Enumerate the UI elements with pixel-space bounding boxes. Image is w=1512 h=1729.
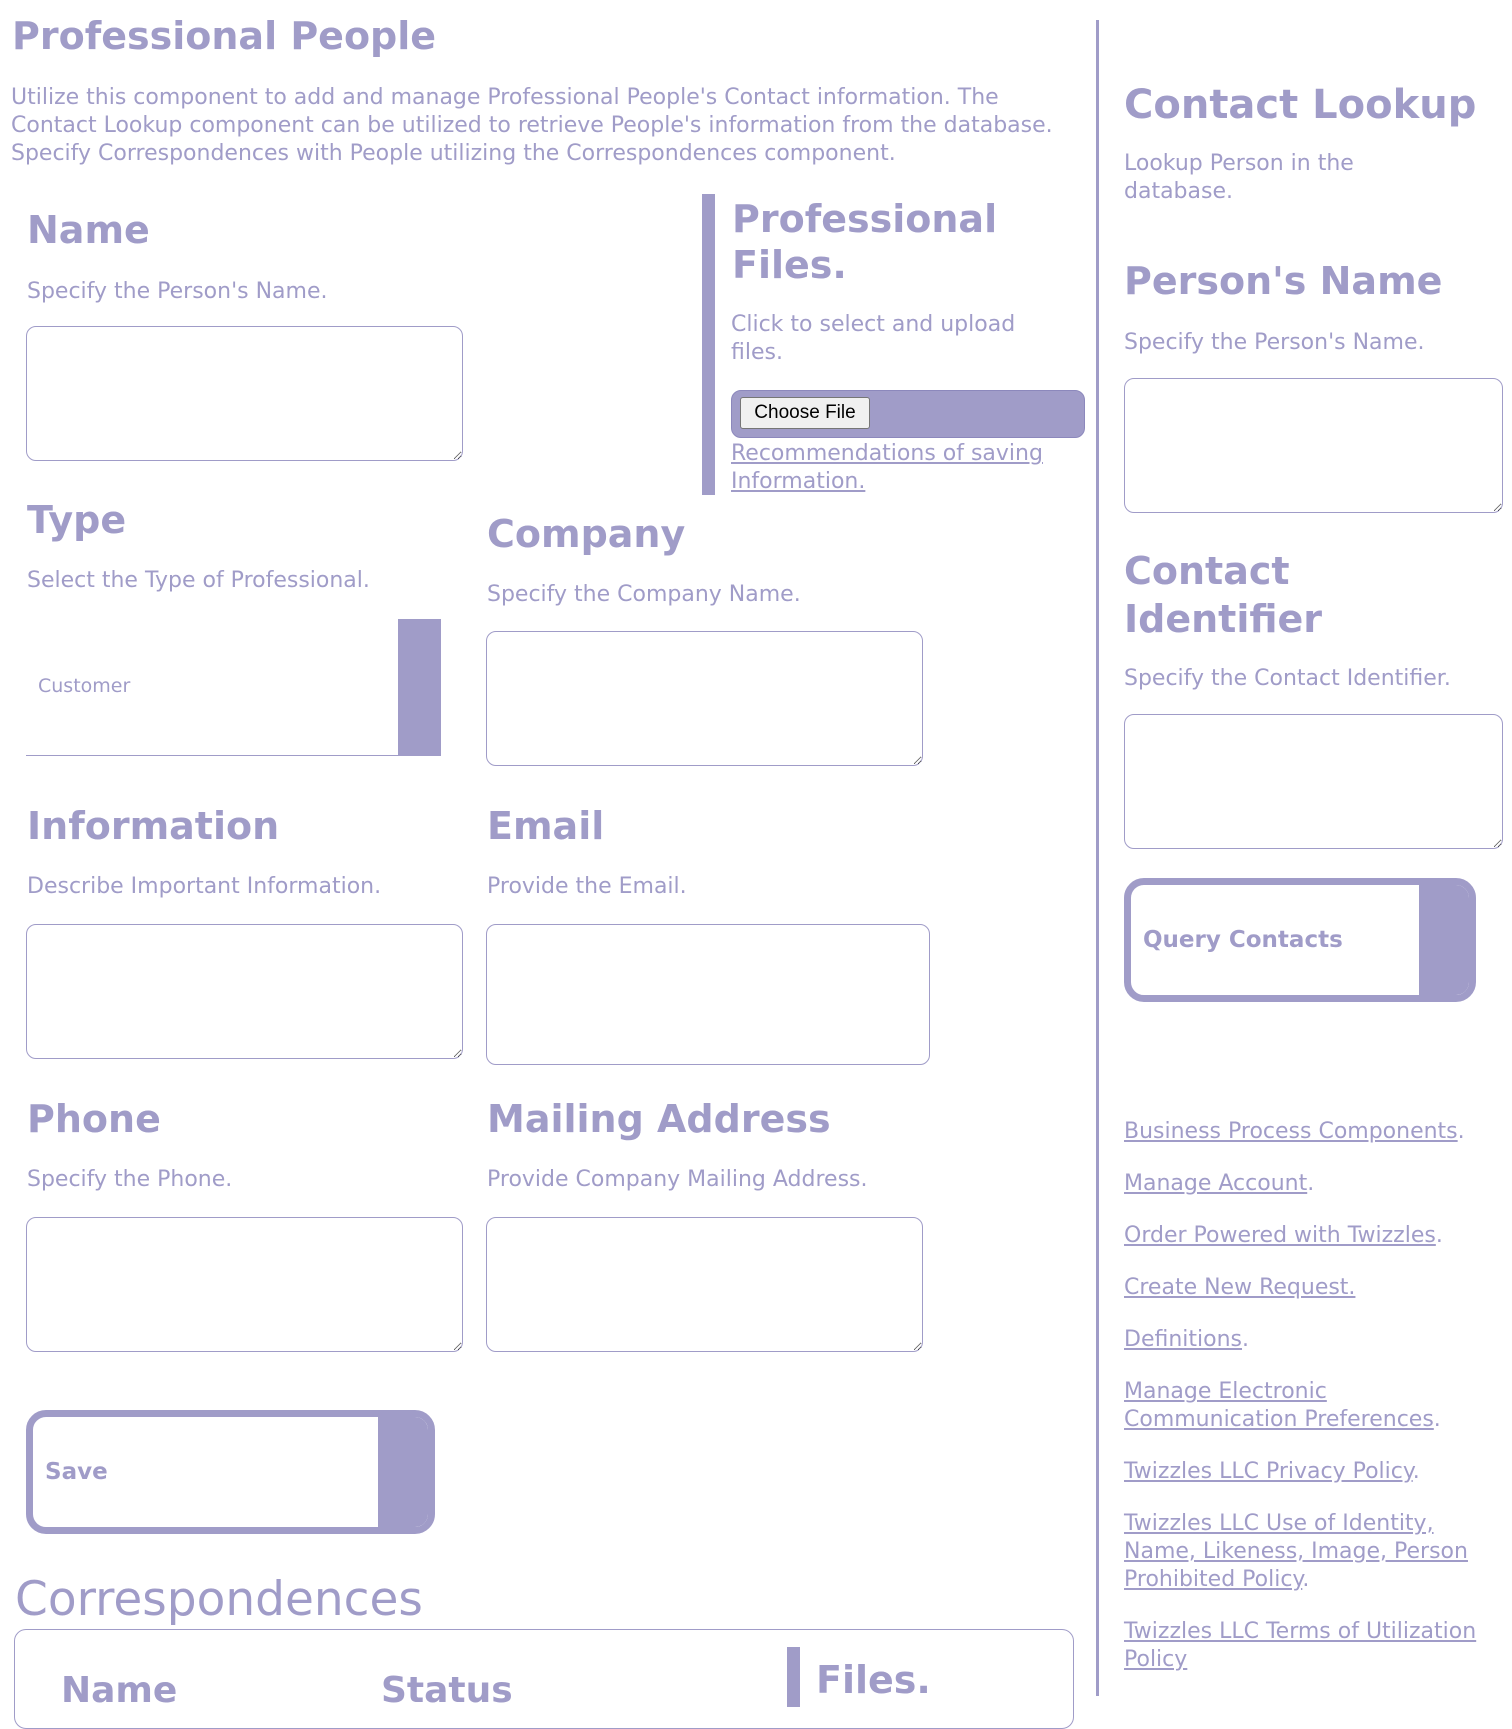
name-input[interactable] <box>26 326 463 461</box>
link-suffix: . <box>1433 1407 1441 1432</box>
type-select[interactable] <box>26 619 441 756</box>
link-business-process-components[interactable]: Business Process Components <box>1124 1119 1458 1144</box>
footer-link-row <box>1124 1170 1494 1198</box>
footer-link-row <box>1124 1274 1494 1302</box>
email-desc: Provide the Email. <box>487 874 687 899</box>
company-desc: Specify the Company Name. <box>487 582 801 607</box>
name-desc: Specify the Person's Name. <box>27 279 328 304</box>
link-privacy-policy[interactable]: Twizzles LLC Privacy Policy <box>1124 1459 1413 1484</box>
link-order-powered[interactable]: Order Powered with Twizzles <box>1124 1223 1436 1248</box>
save-button-label: Save <box>45 1459 108 1485</box>
correspondences-col-name: Name <box>61 1670 178 1711</box>
recommendations-link[interactable]: Recommendations of saving Information. <box>731 441 1043 494</box>
link-suffix: . <box>1457 1119 1465 1144</box>
mailing-desc: Provide Company Mailing Address. <box>487 1167 868 1192</box>
link-suffix: . <box>1302 1567 1310 1592</box>
person-name-title: Person's Name <box>1124 259 1443 303</box>
name-title: Name <box>27 208 150 252</box>
phone-desc: Specify the Phone. <box>27 1167 233 1192</box>
type-desc: Select the Type of Professional. <box>27 568 370 593</box>
column-divider <box>1096 20 1099 1696</box>
phone-input[interactable] <box>26 1217 463 1352</box>
link-identity-policy[interactable]: Twizzles LLC Use of Identity, Name, Likeness, Image, Person Prohibited Policy <box>1124 1511 1468 1592</box>
footer-links <box>1124 1118 1494 1698</box>
link-create-new-request[interactable]: Create New Request. <box>1124 1275 1356 1300</box>
file-upload-input[interactable] <box>731 390 1085 438</box>
save-button[interactable] <box>26 1410 435 1534</box>
choose-file-button[interactable]: Choose File <box>740 397 870 429</box>
page-intro: Utilize this component to add and manage Professional People's Contact information. The Contact Lookup component can be utilized to retrieve People's information from the database. Specify Correspondences with People utilizing the Correspondences component. <box>11 85 1053 166</box>
type-select-value: Customer <box>38 675 131 697</box>
link-definitions[interactable]: Definitions <box>1124 1327 1242 1352</box>
company-title: Company <box>487 512 686 556</box>
person-name-input[interactable] <box>1124 378 1503 513</box>
correspondences-title: Correspondences <box>15 1572 423 1627</box>
link-terms-policy[interactable]: Twizzles LLC Terms of Utilization Policy <box>1124 1619 1477 1672</box>
lookup-desc: Lookup Person in the database. <box>1124 151 1354 204</box>
link-manage-account[interactable]: Manage Account <box>1124 1171 1308 1196</box>
files-desc: Click to select and upload files. <box>731 312 1016 365</box>
contact-identifier-title: Contact Identifier <box>1124 549 1323 641</box>
correspondences-files-bar <box>787 1647 800 1707</box>
email-title: Email <box>487 804 605 848</box>
link-suffix: . <box>1412 1459 1420 1484</box>
link-suffix: . <box>1307 1171 1315 1196</box>
footer-link-row <box>1124 1378 1494 1434</box>
link-communication-preferences[interactable]: Manage Electronic Communication Preferences <box>1124 1379 1434 1432</box>
phone-title: Phone <box>27 1097 161 1141</box>
footer-link-row <box>1124 1222 1494 1250</box>
correspondences-col-files: Files. <box>816 1658 931 1702</box>
information-desc: Describe Important Information. <box>27 874 382 899</box>
save-button-cap <box>378 1417 428 1527</box>
correspondences-panel <box>14 1629 1074 1729</box>
type-select-arrow[interactable] <box>398 619 441 756</box>
email-input[interactable] <box>486 924 930 1065</box>
type-title: Type <box>27 498 127 542</box>
mailing-title: Mailing Address <box>487 1097 831 1141</box>
information-title: Information <box>27 804 280 848</box>
company-input[interactable] <box>486 631 923 766</box>
correspondences-col-status: Status <box>381 1670 513 1711</box>
footer-link-row <box>1124 1326 1494 1354</box>
footer-link-row <box>1124 1458 1494 1486</box>
lookup-title: Contact Lookup <box>1124 82 1477 128</box>
footer-link-row <box>1124 1618 1494 1674</box>
footer-link-row <box>1124 1118 1494 1146</box>
query-contacts-cap <box>1419 885 1469 995</box>
query-contacts-button[interactable] <box>1124 878 1476 1002</box>
contact-identifier-desc: Specify the Contact Identifier. <box>1124 666 1451 691</box>
mailing-input[interactable] <box>486 1217 923 1352</box>
link-suffix: . <box>1242 1327 1249 1352</box>
information-input[interactable] <box>26 924 463 1059</box>
query-contacts-label: Query Contacts <box>1143 927 1343 953</box>
footer-link-row <box>1124 1510 1494 1594</box>
contact-identifier-input[interactable] <box>1124 714 1503 849</box>
files-accent-bar <box>702 194 715 495</box>
link-suffix: . <box>1435 1223 1443 1248</box>
files-title: Professional Files. <box>732 197 998 287</box>
person-name-desc: Specify the Person's Name. <box>1124 330 1425 355</box>
page-title: Professional People <box>12 14 437 58</box>
